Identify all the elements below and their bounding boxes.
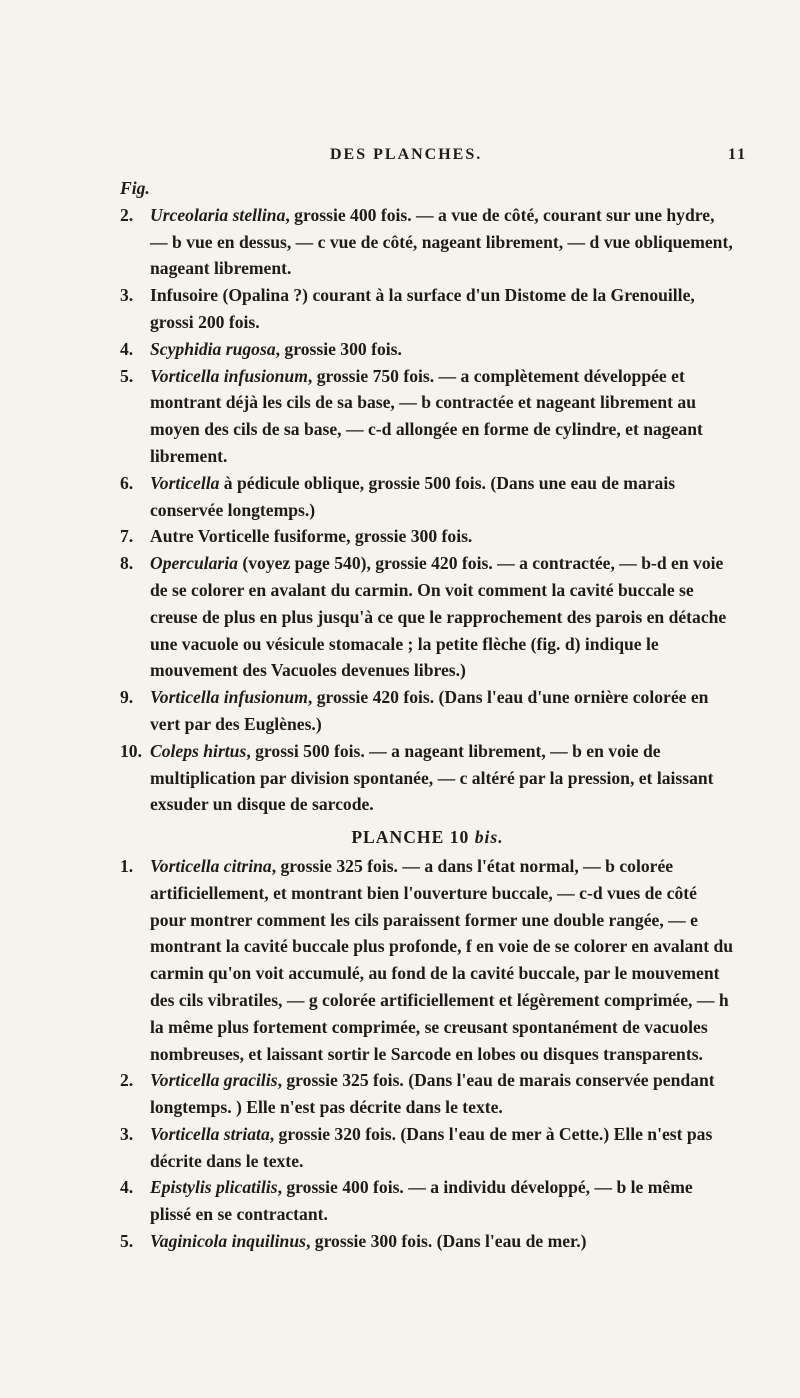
species-name: Vorticella gracilis: [150, 1070, 278, 1091]
entry-number: 5.: [120, 365, 134, 386]
entry-list-plate-10: [120, 202, 735, 818]
legend-entry: [120, 1174, 735, 1228]
legend-entry: [120, 550, 735, 684]
legend-entry: [120, 363, 735, 470]
entry-description: Autre Vorticelle fusiforme, grossie 300 fois.: [150, 526, 473, 547]
entry-number: 9.: [120, 687, 134, 708]
species-name: Coleps hirtus: [150, 740, 247, 761]
entry-description: , grossie 750 fois. — a complètement développée et montrant déjà les cils de sa base, — b contractée et nageant librement au moyen des cils de sa base, — c-d allongée en forme de cylindre, et nageant librement.: [150, 365, 703, 466]
legend-entry: [120, 336, 735, 363]
legend-entry: [120, 1067, 735, 1121]
entry-description: , grossi 500 fois. — a nageant librement, — b en voie de multiplication par division spontanée, — c altéré par la pression, et laissant exsuder un disque de sarcode.: [150, 740, 714, 815]
entry-description: , grossie 325 fois. — a dans l'état normal, — b colorée artificiellement, et montrant bien l'ouverture buccale, — c-d vues de côté pour montrer comment les cils paraissent former une double rangée, — e montrant la cavité buccale plus profonde, f en voie de se colorer en avalant du carmin qu'on voit accumulé, au fond de la cavité buccale, par le mouvement des cils vibratiles, — g colorée artificiellement et légèrement comprimée, — h la même plus fortement comprimée, se creusant spontanément de vacuoles nombreuses, et laissant sortir le Sarcode en lobes ou disques transparents.: [150, 855, 734, 1064]
entry-description: , grossie 400 fois. — a vue de côté, courant sur une hydre, — b vue en dessus, — c vue de côté, nageant librement, — d vue obliquement, nageant librement.: [150, 204, 733, 279]
species-name: Urceolaria stellina: [150, 204, 286, 225]
entry-number: 3.: [120, 285, 134, 306]
legend-entry: [120, 282, 735, 336]
entry-number: 8.: [120, 553, 134, 574]
legend-entry: [120, 853, 735, 1067]
legend-entry: [120, 684, 735, 738]
entry-number: 3.: [120, 1123, 134, 1144]
entry-description: Infusoire (Opalina ?) courant à la surface d'un Distome de la Grenouille, grossi 200 fois.: [150, 285, 695, 332]
entry-description: , grossie 325 fois. (Dans l'eau de marais conservée pendant longtemps. ) Elle n'est pas décrite dans le texte.: [150, 1070, 715, 1118]
section-heading-text: PLANCHE 10: [351, 827, 475, 848]
entry-number: 2.: [120, 204, 134, 225]
plate-legend: [120, 175, 735, 1255]
legend-entry: [120, 202, 735, 282]
fig-label: Fig.: [120, 178, 150, 198]
species-name: Vorticella infusionum: [150, 687, 308, 708]
legend-entry: [120, 470, 735, 524]
entry-list-plate-10-bis: [120, 853, 735, 1255]
legend-entry: [120, 738, 735, 818]
species-name: Vorticella: [150, 472, 220, 493]
entry-number: 6.: [120, 472, 134, 493]
species-name: Opercularia: [150, 553, 238, 574]
entry-number: 4.: [120, 1177, 134, 1198]
entry-number: 4.: [120, 338, 134, 359]
section-heading-suffix: bis.: [474, 827, 504, 848]
species-name: Vorticella citrina: [150, 855, 272, 876]
entry-description: , grossie 300 fois.: [275, 338, 402, 359]
species-name: Vorticella infusionum: [150, 365, 308, 386]
legend-entry: [120, 523, 735, 550]
entry-number: 2.: [120, 1070, 134, 1091]
species-name: Scyphidia rugosa: [150, 338, 276, 359]
entry-number: 7.: [120, 526, 134, 547]
entry-description: à pédicule oblique, grossie 500 fois. (Dans une eau de marais conservée longtemps.): [150, 472, 676, 520]
species-name: Epistylis plicatilis: [150, 1177, 278, 1198]
entry-description: , grossie 420 fois. (Dans l'eau d'une ornière colorée en vert par des Euglènes.): [150, 687, 709, 734]
species-name: Vaginicola inquilinus: [150, 1231, 306, 1252]
species-name: Vorticella striata: [150, 1123, 270, 1144]
entry-number: 1.: [120, 855, 134, 876]
legend-entry: [120, 1228, 735, 1255]
entry-description: , grossie 300 fois. (Dans l'eau de mer.): [305, 1231, 587, 1252]
entry-description: , grossie 400 fois. — a individu développé, — b le même plissé en se contractant.: [150, 1177, 693, 1225]
entry-number: 5.: [120, 1231, 134, 1252]
running-title: DES PLANCHES.: [330, 146, 483, 163]
entry-description: , grossie 320 fois. (Dans l'eau de mer à Cette.) Elle n'est pas décrite dans le texte.: [150, 1123, 713, 1171]
page-number: 11: [728, 146, 748, 163]
section-heading: [120, 824, 735, 851]
legend-entry: [120, 1121, 735, 1175]
entry-description: (voyez page 540), grossie 420 fois. — a contractée, — b-d en voie de se colorer en avalant du carmin. On voit comment la cavité buccale se creuse de plus en plus jusqu'à ce que le rapprochement des parois en détache une vacuole ou vésicule stomacale ; la petite flèche (fig. d) indique le mouvement des Vacuoles devenues libres.): [150, 553, 727, 681]
entry-number: 10.: [120, 740, 142, 761]
